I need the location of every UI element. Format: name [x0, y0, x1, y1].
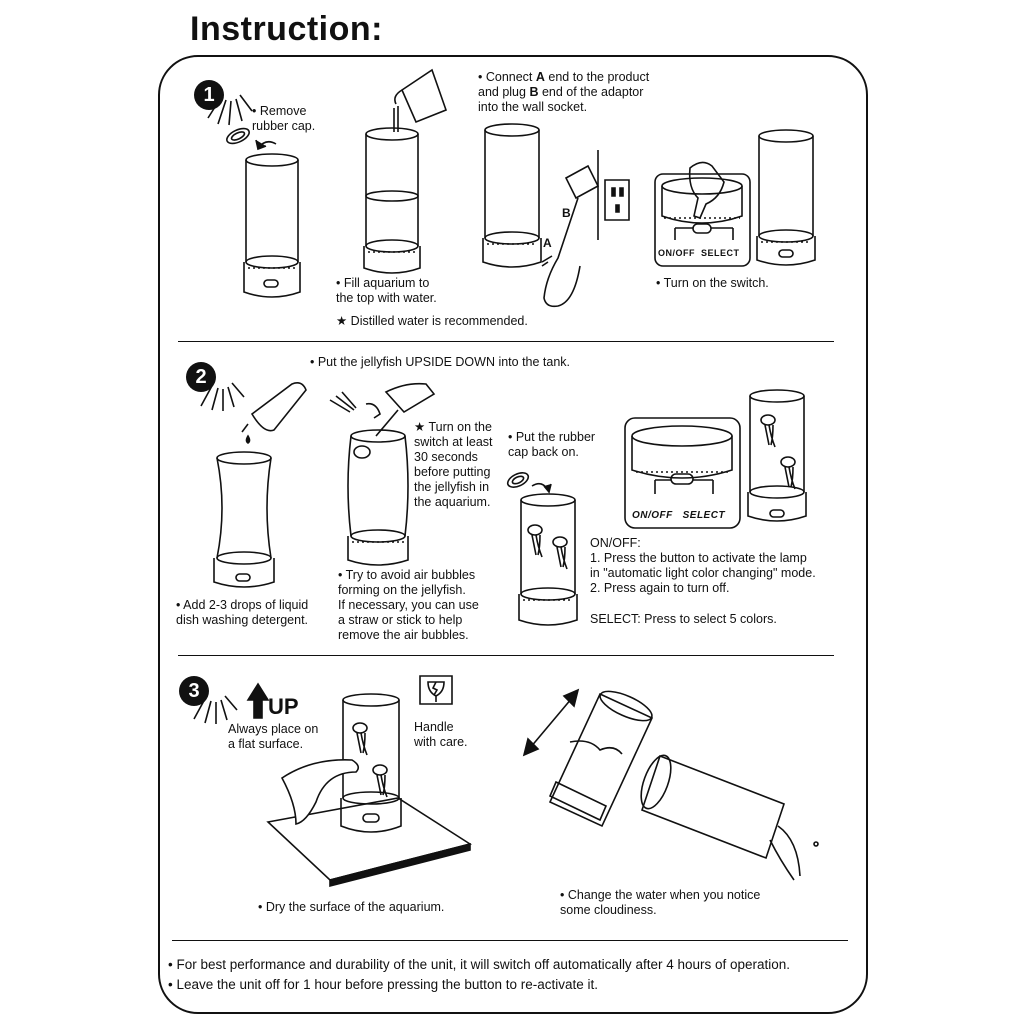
turn-on-switch-text: • Turn on the switch.: [656, 276, 769, 290]
dry-surface-text: • Dry the surface of the aquarium.: [258, 900, 445, 914]
step-3-number: 3: [179, 676, 209, 706]
turn-on-before-text: ★ Turn on the switch at least 30 seconds before putting the jellyfish in the aquarium.: [414, 420, 493, 509]
connect-line2-start: and plug: [478, 85, 530, 99]
section-divider-1: [178, 341, 834, 342]
panel-label-2: ON/OFF SELECT: [632, 510, 726, 521]
cap-back-text: • Put the rubber cap back on.: [508, 430, 596, 459]
connect-text: [478, 70, 678, 115]
label-a: A: [543, 236, 553, 250]
fill-aquarium-text: • Fill aquarium to the top with water.: [336, 276, 437, 305]
label-b: B: [562, 206, 572, 220]
select-instructions: SELECT: Press to select 5 colors.: [590, 612, 777, 626]
connect-letter-b: B: [529, 85, 539, 99]
panel-label-1: ON/OFF SELECT: [658, 248, 740, 258]
connect-line1-end: end to the product: [544, 70, 650, 84]
onoff-instructions: ON/OFF: 1. Press the button to activate the lamp in "automatic light color changing" mode. 2. Press again to turn off.: [590, 536, 816, 595]
upside-down-text: • Put the jellyfish UPSIDE DOWN into the tank.: [310, 355, 571, 369]
section-divider-2: [178, 655, 834, 656]
instruction-frame: [158, 55, 868, 1014]
avoid-bubbles-text: • Try to avoid air bubbles forming on the jellyfish. If necessary, you can use a straw or stick to help remove the air bubbles.: [338, 568, 479, 642]
distilled-water-text: ★ Distilled water is recommended.: [336, 314, 528, 328]
remove-cap-text: • Remove rubber cap.: [252, 104, 316, 133]
connect-line3: into the wall socket.: [478, 100, 588, 114]
footer-line-1: • For best performance and durability of the unit, it will switch off automatically after 4 hours of operation.: [168, 957, 791, 972]
change-water-text: • Change the water when you notice some cloudiness.: [560, 888, 761, 917]
flat-surface-text: Always place on a flat surface.: [228, 722, 319, 751]
step-2-number: 2: [186, 362, 216, 392]
connect-line2-end: end of the adaptor: [538, 85, 644, 99]
step-1-number: 1: [194, 80, 224, 110]
page-title: Instruction:: [190, 10, 383, 48]
add-drops-text: • Add 2-3 drops of liquid dish washing detergent.: [176, 598, 309, 627]
up-label: UP: [268, 694, 299, 719]
footer-line-2: • Leave the unit off for 1 hour before pressing the button to re-activate it.: [168, 977, 598, 992]
connect-letter-a: A: [535, 70, 545, 84]
section-divider-3: [172, 940, 848, 941]
handle-with-care-text: Handle with care.: [414, 720, 468, 749]
connect-line1-start: • Connect: [478, 70, 536, 84]
